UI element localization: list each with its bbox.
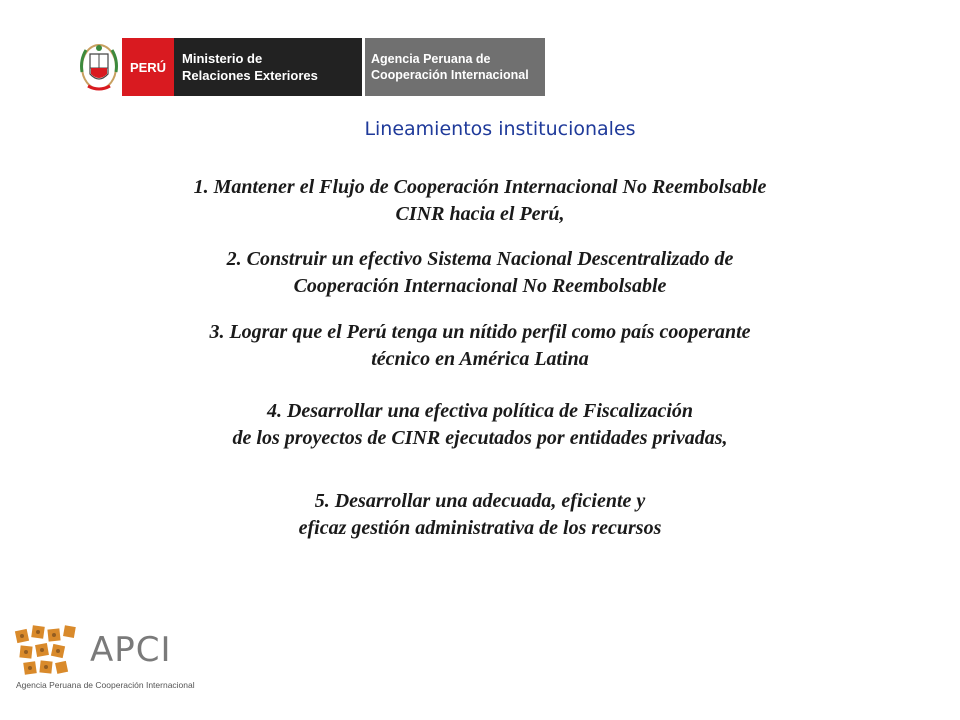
- peru-coat-of-arms-icon: [76, 38, 122, 96]
- guideline-2-line-1: 2. Construir un efectivo Sistema Nacional Descentralizado de: [226, 248, 734, 270]
- guideline-4: [0, 398, 960, 452]
- apci-mosaic-icon: [14, 624, 78, 678]
- ministry-name: [174, 38, 362, 96]
- guideline-5-line-2: eficaz gestión administrativa de los recursos: [298, 517, 662, 539]
- guideline-3-line-2: técnico en América Latina: [371, 348, 589, 370]
- ministry-line-2: Relaciones Exteriores: [182, 68, 318, 83]
- peru-badge: PERÚ: [122, 38, 174, 96]
- guideline-4-line-2: de los proyectos de CINR ejecutados por entidades privadas,: [232, 427, 728, 449]
- agency-line-1: Agencia Peruana de: [371, 52, 491, 66]
- institutional-header: [76, 38, 545, 96]
- ministry-line-1: Ministerio de: [182, 51, 263, 66]
- apci-logo: [14, 624, 195, 694]
- page-title: Lineamientos institucionales: [364, 118, 636, 140]
- apci-logo-subtitle: Agencia Peruana de Cooperación Internacional: [16, 680, 195, 690]
- guideline-5: [0, 488, 960, 542]
- guideline-1-line-1: 1. Mantener el Flujo de Cooperación Internacional No Reembolsable: [193, 176, 767, 198]
- guideline-1-line-2: CINR hacia el Perú,: [395, 203, 565, 225]
- agency-name: [365, 38, 545, 96]
- guideline-2: [0, 246, 960, 300]
- apci-logo-text: APCI: [90, 630, 172, 670]
- guideline-5-line-1: 5. Desarrollar una adecuada, eficiente y: [314, 490, 646, 512]
- guideline-3-line-1: 3. Lograr que el Perú tenga un nítido perfil como país cooperante: [209, 321, 751, 343]
- guideline-4-line-1: 4. Desarrollar una efectiva política de Fiscalización: [266, 400, 694, 422]
- agency-line-2: Cooperación Internacional: [371, 68, 529, 82]
- guideline-1: [0, 174, 960, 228]
- guideline-3: [0, 319, 960, 373]
- guideline-2-line-2: Cooperación Internacional No Reembolsable: [293, 275, 667, 297]
